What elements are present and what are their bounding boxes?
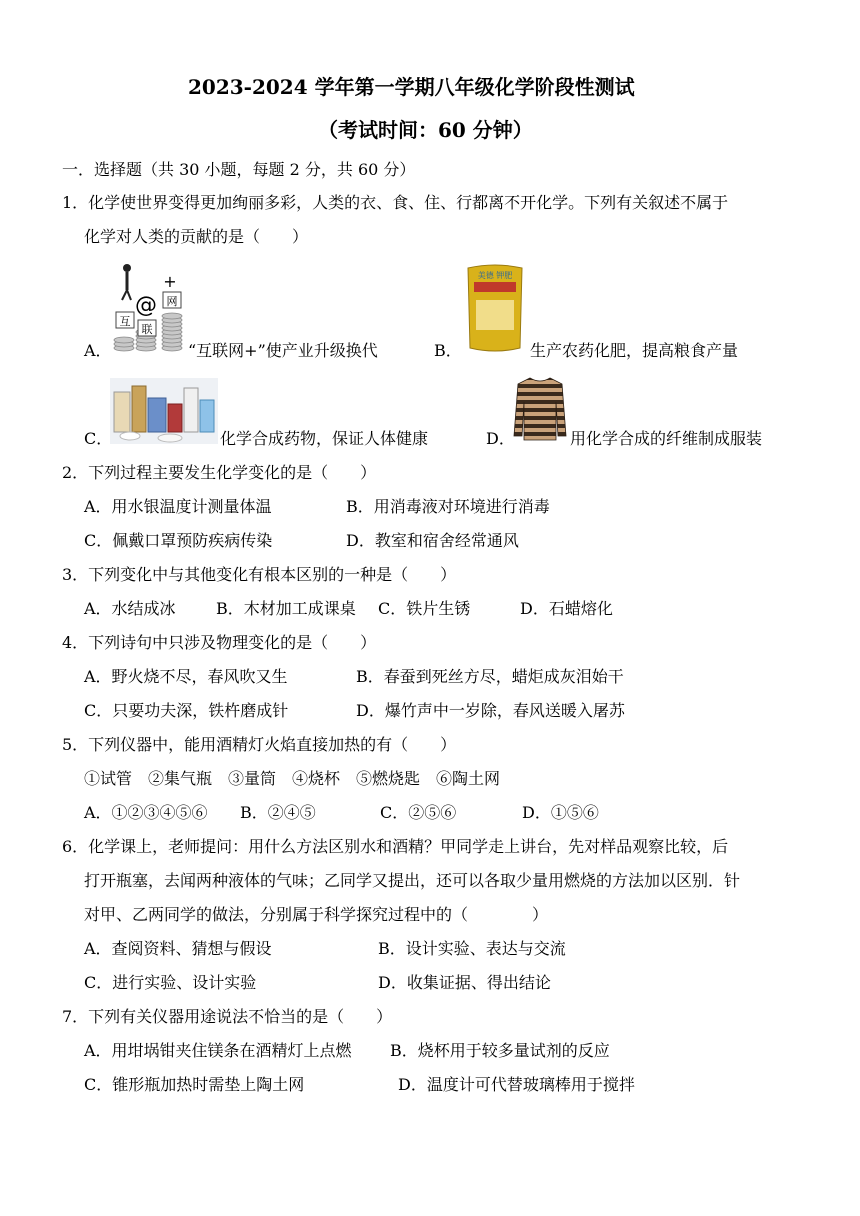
- bag-brand: 美德 钾肥: [477, 271, 513, 280]
- q4-stem: 4．下列诗句中只涉及物理变化的是（ ）: [62, 633, 377, 652]
- q6-option-d[interactable]: D．收集证据、得出结论: [378, 973, 551, 992]
- q6-option-b[interactable]: B．设计实验、表达与交流: [378, 939, 566, 958]
- q7-option-c[interactable]: C．锥形瓶加热时需垫上陶土网: [84, 1075, 305, 1094]
- q5-option-b[interactable]: B．②④⑤: [240, 803, 316, 822]
- page-title: 2023-2024 学年第一学期八年级化学阶段性测试: [188, 75, 635, 99]
- q7-option-a[interactable]: A．用坩埚钳夹住镁条在酒精灯上点燃: [84, 1041, 352, 1060]
- q3-option-b[interactable]: B．木材加工成课桌: [216, 599, 356, 618]
- q4-option-b[interactable]: B．春蚕到死丝方尽，蜡炬成灰泪始干: [356, 667, 624, 686]
- exam-duration: （考试时间：60 分钟）: [318, 118, 533, 142]
- q3-option-c[interactable]: C．铁片生锈: [378, 599, 471, 618]
- q6-stem-line2: 打开瓶塞，去闻两种液体的气味；乙同学又提出，还可以各取少量用燃烧的方法加以区别．针: [84, 871, 741, 890]
- q2-option-d[interactable]: D．教室和宿舍经常通风: [346, 531, 519, 550]
- q3-option-d[interactable]: D．石蜡熔化: [520, 599, 613, 618]
- q7-stem: 7．下列有关仪器用途说法不恰当的是（ ）: [62, 1007, 393, 1026]
- fertilizer-bag-image: [464, 262, 526, 354]
- q6-stem-line1: 6．化学课上，老师提问：用什么方法区别水和酒精？甲同学走上讲台，先对样品观察比较，后: [62, 837, 729, 856]
- q4-option-c[interactable]: C．只要功夫深，铁杵磨成针: [84, 701, 289, 720]
- q1-option-a-label: A．: [84, 341, 112, 360]
- q6-stem-line3: 对甲、乙两同学的做法，分别属于科学探究过程中的（ ）: [84, 905, 549, 924]
- q5-option-c[interactable]: C．②⑤⑥: [380, 803, 457, 822]
- q1-option-b[interactable]: 生产农药化肥，提高粮食产量: [530, 341, 739, 360]
- q5-option-a[interactable]: A．①②③④⑤⑥: [84, 803, 208, 822]
- sweater-image: [512, 376, 568, 442]
- q1-option-c[interactable]: 化学合成药物，保证人体健康: [220, 429, 429, 448]
- q6-option-a[interactable]: A．查阅资料、猜想与假设: [84, 939, 272, 958]
- at-sign: @: [135, 293, 157, 318]
- q1-option-d[interactable]: 用化学合成的纤维制成服装: [570, 429, 763, 448]
- q4-option-d[interactable]: D．爆竹声中一岁除，春风送暖入屠苏: [356, 701, 625, 720]
- q3-option-a[interactable]: A．水结成冰: [84, 599, 176, 618]
- plus-sign: +: [163, 272, 177, 291]
- tile-hu: 互: [119, 315, 131, 328]
- q2-stem: 2．下列过程主要发生化学变化的是（ ）: [62, 463, 377, 482]
- medicine-image: [110, 378, 218, 444]
- q7-option-b[interactable]: B．烧杯用于较多量试剂的反应: [390, 1041, 610, 1060]
- q4-option-a[interactable]: A．野火烧不尽，春风吹又生: [84, 667, 288, 686]
- q5-stem: 5．下列仪器中，能用酒精灯火焰直接加热的有（ ）: [62, 735, 457, 754]
- q1-stem-line2: 化学对人类的贡献的是（ ）: [84, 227, 309, 246]
- q7-option-d[interactable]: D．温度计可代替玻璃棒用于搅拌: [398, 1075, 635, 1094]
- q5-option-d[interactable]: D．①⑤⑥: [522, 803, 599, 822]
- section-heading: 一．选择题（共 30 小题，每题 2 分，共 60 分）: [62, 160, 416, 179]
- internet-plus-image: [110, 262, 186, 354]
- q1-option-b-label: B．: [434, 341, 462, 360]
- q6-option-c[interactable]: C．进行实验、设计实验: [84, 973, 257, 992]
- q2-option-b[interactable]: B．用消毒液对环境进行消毒: [346, 497, 550, 516]
- q2-option-c[interactable]: C．佩戴口罩预防疾病传染: [84, 531, 273, 550]
- tile-wang: 网: [166, 295, 178, 308]
- tile-lian: 联: [141, 323, 153, 336]
- q2-option-a[interactable]: A．用水银温度计测量体温: [84, 497, 272, 516]
- q1-option-d-label: D．: [486, 429, 515, 448]
- q1-option-a[interactable]: “互联网+”使产业升级换代: [188, 341, 378, 360]
- q1-stem-line1: 1．化学使世界变得更加绚丽多彩，人类的衣、食、住、行都离不开化学。下列有关叙述不属于: [62, 193, 729, 212]
- q5-items: ①试管 ②集气瓶 ③量筒 ④烧杯 ⑤燃烧匙 ⑥陶土网: [84, 769, 501, 788]
- q3-stem: 3．下列变化中与其他变化有根本区别的一种是（ ）: [62, 565, 457, 584]
- q1-option-c-label: C．: [84, 429, 113, 448]
